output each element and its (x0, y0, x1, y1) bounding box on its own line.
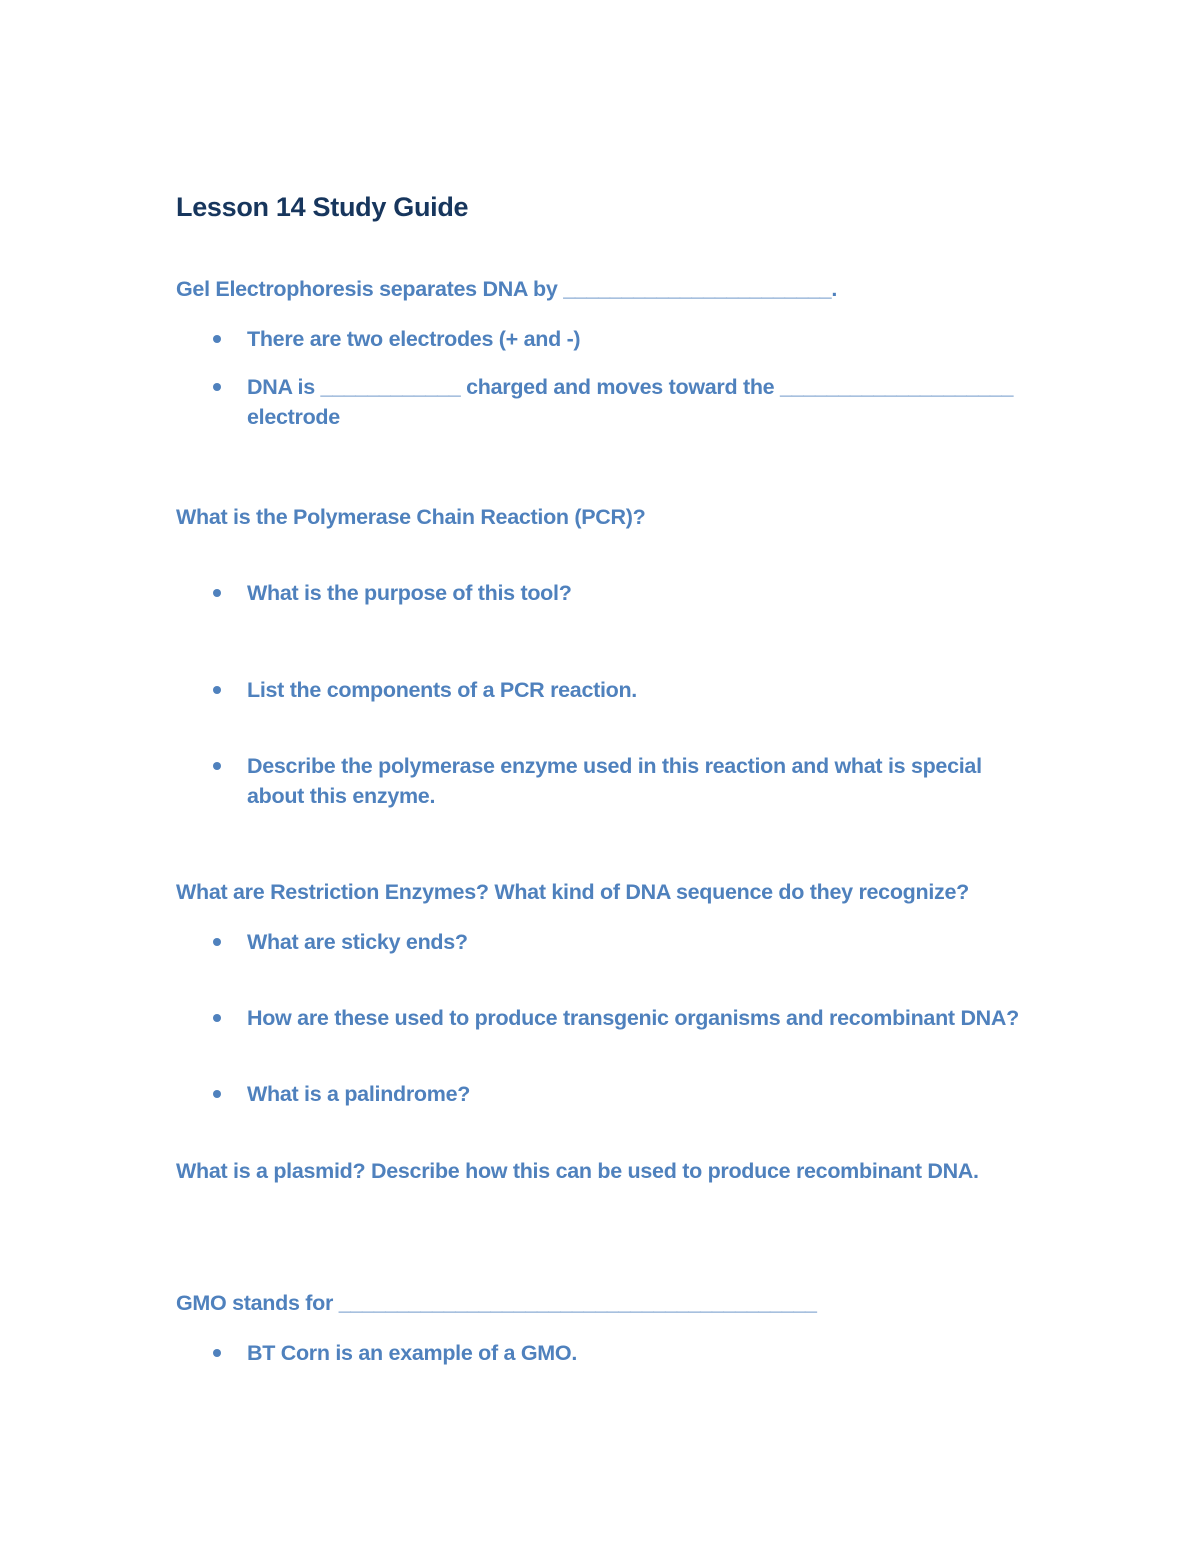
bullet-dot (213, 762, 221, 770)
pcr-bullet-2 (247, 675, 637, 705)
restriction-bullet-3 (247, 1079, 470, 1109)
bullet-dot (213, 589, 221, 597)
restriction-heading: What are Restriction Enzymes? What kind of DNA sequence do they recognize? (176, 880, 969, 904)
restriction-bullet-2 (247, 1003, 1019, 1033)
bullet-dot (213, 1014, 221, 1022)
plasmid-heading: What is a plasmid? Describe how this can be used to produce recombinant DNA. (176, 1159, 979, 1183)
gel-bullet-1 (247, 324, 580, 354)
gel-bullet-2-text: DNA is ____________ charged and moves toward the ____________________ electrode (247, 375, 1014, 429)
bullet-dot (213, 1090, 221, 1098)
pcr-bullet-3 (247, 751, 1027, 811)
bullet-dot (213, 1349, 221, 1357)
bullet-dot (213, 383, 221, 391)
gmo-heading: GMO stands for _________________________________________ (176, 1291, 817, 1315)
restriction-bullet-3-text: What is a palindrome? (247, 1082, 471, 1106)
gmo-bullet-1 (247, 1338, 577, 1368)
bullet-dot (213, 335, 221, 343)
page-title: Lesson 14 Study Guide (176, 192, 469, 222)
gel-bullet-1-text: There are two electrodes (+ and -) (247, 327, 581, 351)
bullet-dot (213, 686, 221, 694)
pcr-bullet-2-text: List the components of a PCR reaction. (247, 678, 637, 702)
gel-heading: Gel Electrophoresis separates DNA by _______________________. (176, 277, 837, 301)
restriction-bullet-1 (247, 927, 468, 957)
pcr-heading: What is the Polymerase Chain Reaction (PCR)? (176, 505, 646, 529)
restriction-bullet-1-text: What are sticky ends? (247, 930, 468, 954)
restriction-bullet-2-text: How are these used to produce transgenic organisms and recombinant DNA? (247, 1006, 1019, 1030)
pcr-bullet-1 (247, 578, 572, 608)
pcr-bullet-3-text: Describe the polymerase enzyme used in this reaction and what is special about this enzyme. (247, 754, 982, 808)
pcr-bullet-1-text: What is the purpose of this tool? (247, 581, 572, 605)
gel-bullet-2 (247, 372, 1027, 432)
bullet-dot (213, 938, 221, 946)
gmo-bullet-1-text: BT Corn is an example of a GMO. (247, 1341, 577, 1365)
